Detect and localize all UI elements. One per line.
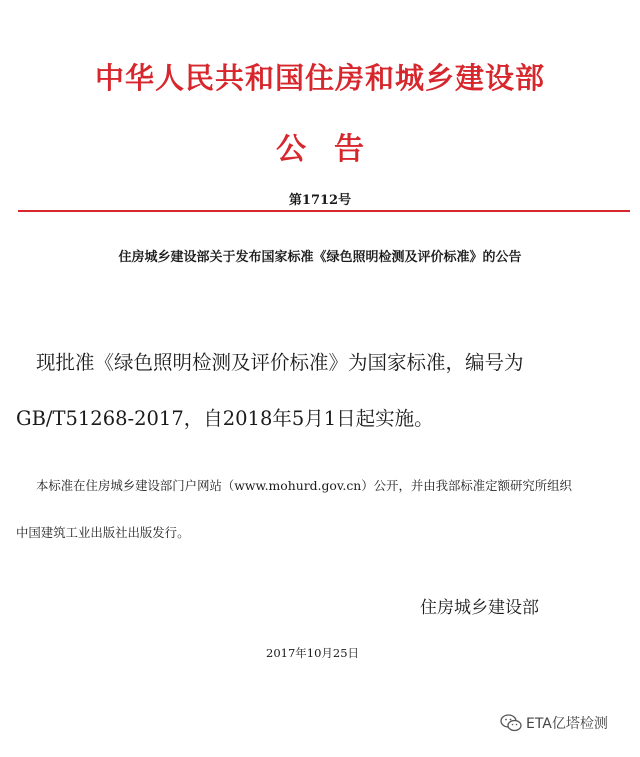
detail-paragraph bbox=[16, 462, 628, 556]
detail-paragraph-line-1: 本标准在住房城乡建设部门户网站（www.mohurd.gov.cn）公开，并由我部标准定额研究所组织 bbox=[36, 478, 572, 493]
watermark-text: ETA亿塔检测 bbox=[526, 716, 608, 732]
watermark bbox=[500, 713, 608, 733]
red-divider bbox=[18, 210, 630, 212]
notice-heading: 公告 bbox=[276, 132, 392, 167]
wechat-icon bbox=[500, 714, 522, 732]
main-paragraph-line-1: 现批准《绿色照明检测及评价标准》为国家标准，编号为 bbox=[36, 351, 524, 374]
document-title: 住房城乡建设部关于发布国家标准《绿色照明检测及评价标准》的公告 bbox=[118, 250, 522, 265]
document-number: 第1712号 bbox=[288, 193, 352, 208]
main-paragraph-line-2: GB/T51268-2017，自2018年5月1日起实施。 bbox=[16, 407, 434, 430]
signature-date: 2017年10月25日 bbox=[266, 646, 360, 660]
detail-paragraph-line-2: 中国建筑工业出版社出版发行。 bbox=[16, 525, 190, 540]
issuer-heading: 中华人民共和国住房和城乡建设部 bbox=[94, 61, 545, 95]
signer-name: 住房城乡建设部 bbox=[420, 598, 539, 618]
main-paragraph bbox=[16, 335, 626, 447]
